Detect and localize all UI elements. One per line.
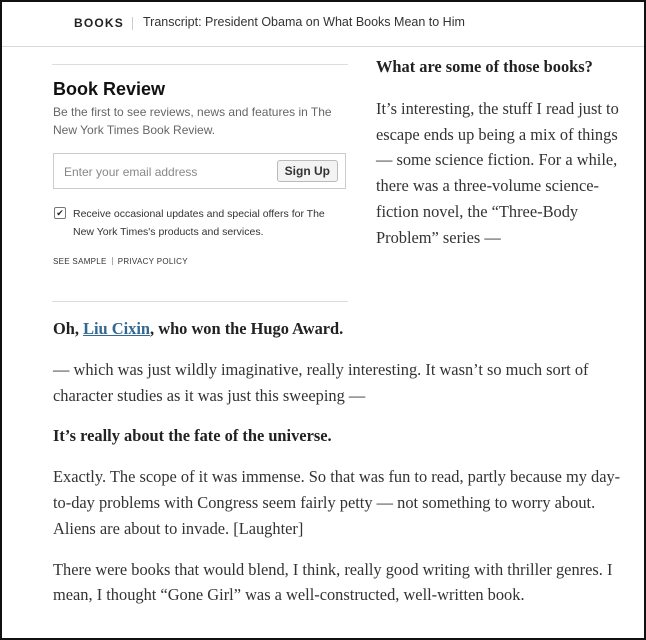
question-2-suffix: , who won the Hugo Award.	[150, 319, 344, 338]
interview-question-2	[53, 316, 623, 342]
article-main-body	[53, 316, 623, 623]
newsletter-links	[53, 257, 188, 266]
email-signup-form	[53, 153, 346, 189]
email-input[interactable]	[62, 162, 266, 182]
see-sample-link[interactable]: SEE SAMPLE	[53, 257, 107, 266]
author-link-liu-cixin[interactable]: Liu Cixin	[83, 319, 151, 338]
interview-answer-3: Exactly. The scope of it was immense. So that was fun to read, partly because my day-to-day problems with Congress seem fairly petty — not something to worry about. Aliens are about to invade. [Laughter]	[53, 467, 621, 538]
article-right-column	[376, 54, 624, 251]
section-link-books[interactable]: BOOKS	[74, 16, 125, 30]
interview-answer-4: There were books that would blend, I think, really good writing with thriller genres. I mean, I thought “Gone Girl” was a well-constructed, well-written book.	[53, 559, 613, 605]
newsletter-description: Be the first to see reviews, news and features in The New York Times Book Review.	[53, 105, 332, 137]
interview-answer-1: It’s interesting, the stuff I read just to escape ends up being a mix of things — some science fiction. For a while, there was a three-volume science-fiction novel, the “Three-Body Problem” series —	[376, 98, 619, 247]
newsletter-title: Book Review	[53, 79, 166, 99]
marketing-consent-label: Receive occasional updates and special offers for The New York Times's products and services.	[73, 208, 325, 238]
interview-answer-2: — which was just wildly imaginative, really interesting. It wasn’t so much sort of character studies as it was just this sweeping —	[53, 359, 589, 405]
link-divider	[112, 257, 113, 265]
marketing-consent-checkbox[interactable]: ✔	[54, 207, 66, 219]
header-divider	[132, 17, 133, 30]
newsletter-signup-module	[52, 64, 348, 302]
privacy-policy-link[interactable]: PRIVACY POLICY	[117, 257, 188, 266]
interview-question-3: It’s really about the fate of the universe.	[53, 426, 332, 446]
header-article-title: Transcript: President Obama on What Books Mean to Him	[143, 15, 465, 29]
question-2-prefix: Oh,	[53, 319, 84, 338]
interview-question-1: What are some of those books?	[376, 57, 593, 76]
top-navigation-bar	[2, 2, 644, 47]
sign-up-button[interactable]: Sign Up	[277, 160, 338, 182]
